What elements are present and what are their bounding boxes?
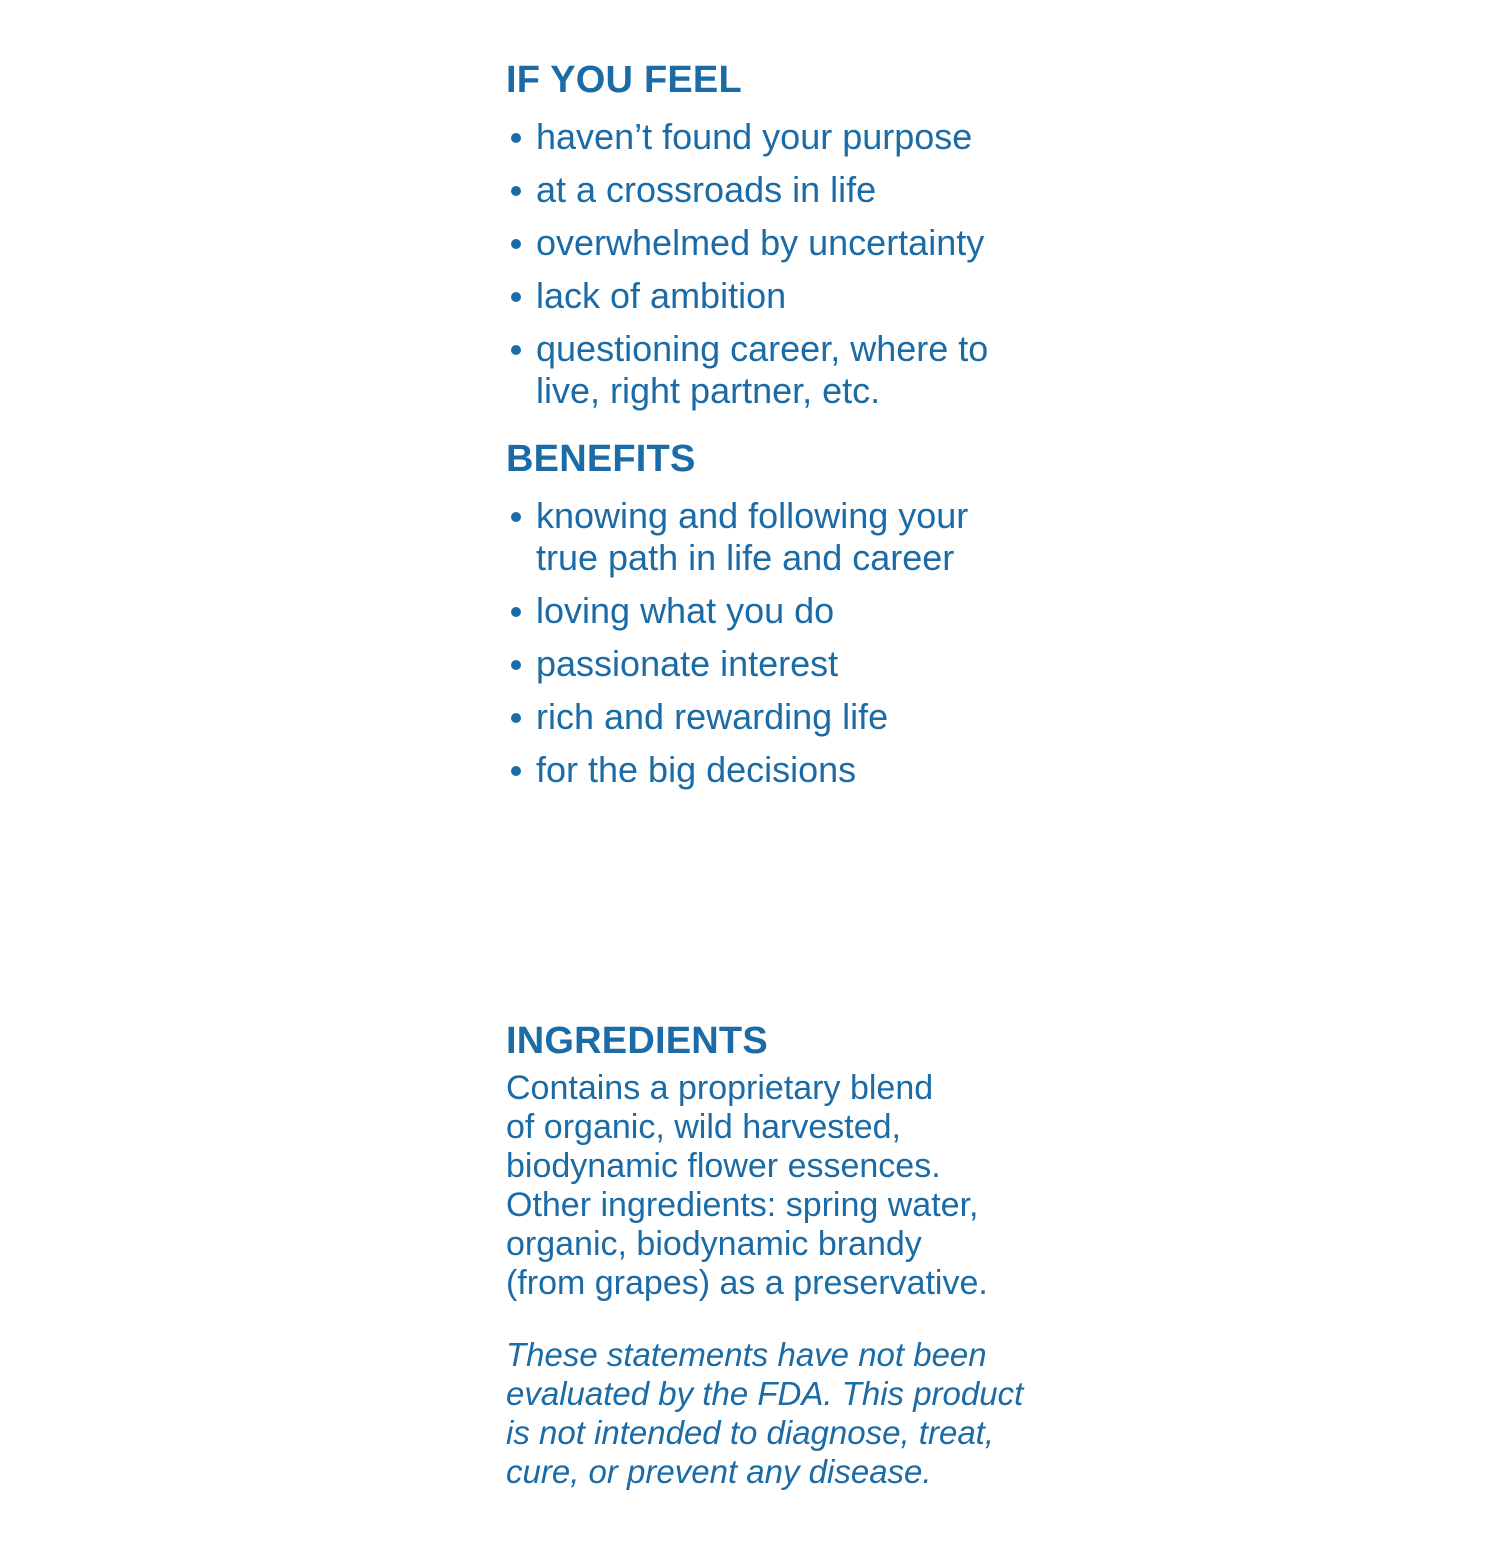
section-if-you-feel bbox=[506, 58, 1036, 412]
bullet-icon bbox=[511, 186, 521, 196]
ingredients-line: Contains a proprietary blend bbox=[506, 1069, 934, 1107]
bullet-icon bbox=[511, 660, 521, 670]
if-you-feel-heading: IF YOU FEEL bbox=[506, 59, 742, 101]
list-item-text: overwhelmed by uncertainty bbox=[536, 222, 985, 263]
ingredients-line: of organic, wild harvested, bbox=[506, 1108, 901, 1146]
list-item-text: at a crossroads in life bbox=[536, 169, 877, 210]
disclaimer-line: is not intended to diagnose, treat, bbox=[506, 1414, 995, 1451]
list-item-text: lack of ambition bbox=[536, 275, 787, 316]
list-item bbox=[506, 116, 1036, 158]
list-item bbox=[506, 749, 1036, 791]
list-item bbox=[506, 328, 1036, 412]
disclaimer-line: evaluated by the FDA. This product bbox=[506, 1375, 1024, 1412]
list-item-text: loving what you do bbox=[536, 590, 835, 631]
if-you-feel-list bbox=[506, 116, 1036, 412]
list-item-text: knowing and following your true path in life and career bbox=[536, 495, 969, 578]
label-text-column bbox=[506, 58, 1036, 1491]
list-item bbox=[506, 643, 1036, 685]
list-item-text: haven’t found your purpose bbox=[536, 116, 973, 157]
bullet-icon bbox=[511, 133, 521, 143]
list-item bbox=[506, 696, 1036, 738]
benefits-list bbox=[506, 495, 1036, 791]
list-item-text: questioning career, where to live, right partner, etc. bbox=[536, 328, 989, 411]
bullet-icon bbox=[511, 345, 521, 355]
list-item bbox=[506, 590, 1036, 632]
section-benefits bbox=[506, 437, 1036, 791]
ingredients-line: (from grapes) as a preservative. bbox=[506, 1264, 988, 1302]
list-item-text: passionate interest bbox=[536, 643, 839, 684]
disclaimer-line: These statements have not been bbox=[506, 1336, 987, 1373]
list-item bbox=[506, 275, 1036, 317]
fda-disclaimer-paragraph bbox=[506, 1335, 1036, 1491]
bullet-icon bbox=[511, 713, 521, 723]
list-item bbox=[506, 222, 1036, 264]
list-item bbox=[506, 495, 1036, 579]
ingredients-line: Other ingredients: spring water, bbox=[506, 1186, 979, 1224]
ingredients-line: biodynamic flower essences. bbox=[506, 1147, 941, 1185]
disclaimer-line: cure, or prevent any disease. bbox=[506, 1453, 932, 1490]
list-item bbox=[506, 169, 1036, 211]
bullet-icon bbox=[511, 512, 521, 522]
ingredients-line: organic, biodynamic brandy bbox=[506, 1225, 922, 1263]
bullet-icon bbox=[511, 607, 521, 617]
list-item-text: rich and rewarding life bbox=[536, 696, 889, 737]
bullet-icon bbox=[511, 766, 521, 776]
list-item-text: for the big decisions bbox=[536, 749, 857, 790]
ingredients-heading: INGREDIENTS bbox=[506, 1020, 768, 1062]
bullet-icon bbox=[511, 292, 521, 302]
section-ingredients bbox=[506, 1019, 1036, 1303]
ingredients-paragraph bbox=[506, 1069, 1036, 1303]
benefits-heading: BENEFITS bbox=[506, 438, 696, 480]
bullet-icon bbox=[511, 239, 521, 249]
